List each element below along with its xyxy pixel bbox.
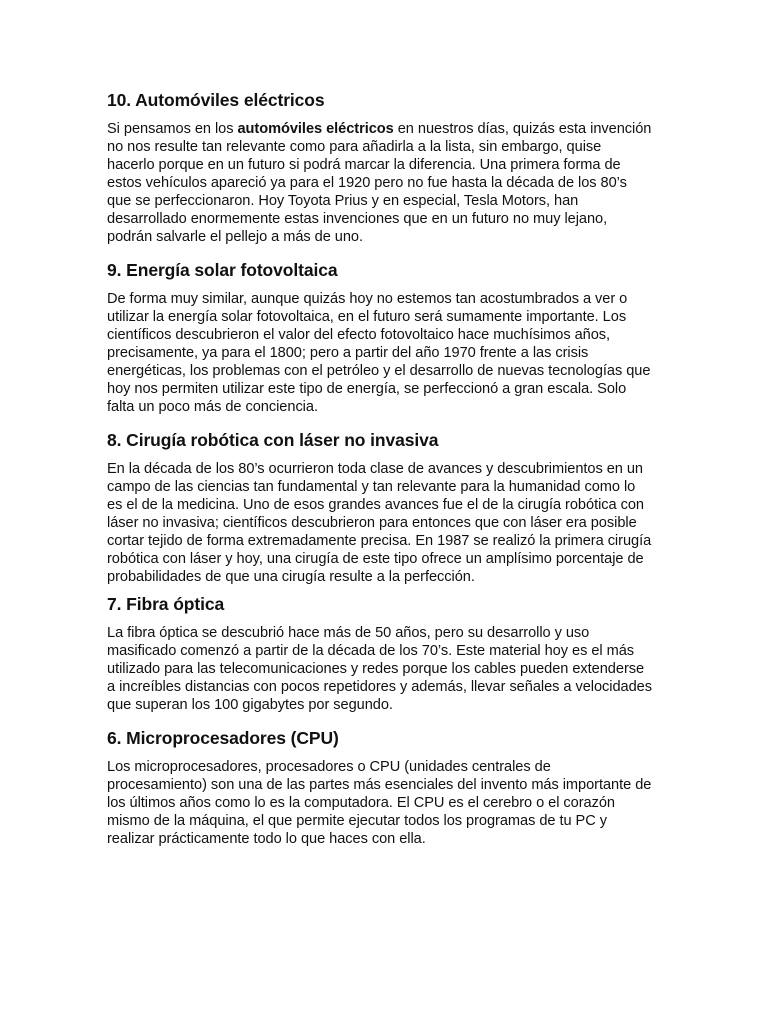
bold-term: automóviles eléctricos [237,121,394,137]
section-microprocesadores [107,726,652,848]
paragraph-text-before: Si pensamos en los [107,121,238,137]
section-automoviles-electricos [107,88,652,246]
section-paragraph: De forma muy similar, aunque quizás hoy no estemos tan acostumbrados a ver o utilizar la energía solar fotovoltaica, en el futuro será sumamente importante. Los científicos descubrieron el valor del efecto fotovoltaico hace muchísimos años, precisamente, ya para el 1800; pero a partir del año 1970 frente a las crisis energéticas, los problemas con el petróleo y el desarrollo de nuevas tecnologías que hoy nos permiten utilizar este tipo de energía, se perfeccionó a gran escala. Solo falta un poco más de conciencia. [107,291,651,415]
section-paragraph: Los microprocesadores, procesadores o CPU (unidades centrales de procesamiento) son una de las partes más esenciales del invento más importante de los últimos años como lo es la computadora. El CPU es el cerebro o el corazón mismo de la máquina, el que permite ejecutar todos los programas de tu PC y realizar prácticamente todo lo que haces con ella. [107,759,652,847]
section-heading: 6. Microprocesadores (CPU) [107,728,339,748]
section-heading: 9. Energía solar fotovoltaica [107,260,338,280]
section-paragraph: La fibra óptica se descubrió hace más de 50 años, pero su desarrollo y uso masificado comenzó a partir de la década de los 70’s. Este material hoy es el más utilizado para las telecomunicaciones y redes porque los cables pueden extenderse a increíbles distancias con pocos repetidores y además, llevar señales a velocidades que superan los 100 gigabytes por segundo. [107,625,652,713]
section-heading: 8. Cirugía robótica con láser no invasiva [107,430,439,450]
section-fibra-optica [107,592,652,714]
section-energia-solar [107,258,652,416]
section-cirugia-robotica [107,428,652,586]
section-heading: 10. Automóviles eléctricos [107,90,325,110]
section-heading: 7. Fibra óptica [107,594,225,614]
section-paragraph [107,120,652,246]
section-paragraph: En la década de los 80’s ocurrieron toda clase de avances y descubrimientos en un campo de las ciencias tan fundamental y tan relevante para la humanidad como lo es el de la medicina. Uno de esos grandes avances fue el de la cirugía robótica con láser no invasiva; científicos descubrieron para entonces que con láser era posible cortar tejido de forma extremadamente precisa. En 1987 se realizó la primera cirugía robótica con láser y hoy, una cirugía de este tipo ofrece un amplísimo porcentaje de probabilidades de que una cirugía resulte a la perfección. [107,461,652,585]
document-page [107,88,652,848]
paragraph-text-after: en nuestros días, quizás esta invención no nos resulte tan relevante como para añadirla a la lista, sin embargo, quise hacerlo porque en un futuro si podrá marcar la diferencia. Una primera forma de estos vehículos apareció ya para el 1920 pero no fue hasta la década de los 80’s que se perfeccionaron. Hoy Toyota Prius y en especial, Tesla Motors, han desarrollado enormemente estas invenciones que en un futuro no muy lejano, podrán salvarle el pellejo a más de uno. [107,121,652,245]
